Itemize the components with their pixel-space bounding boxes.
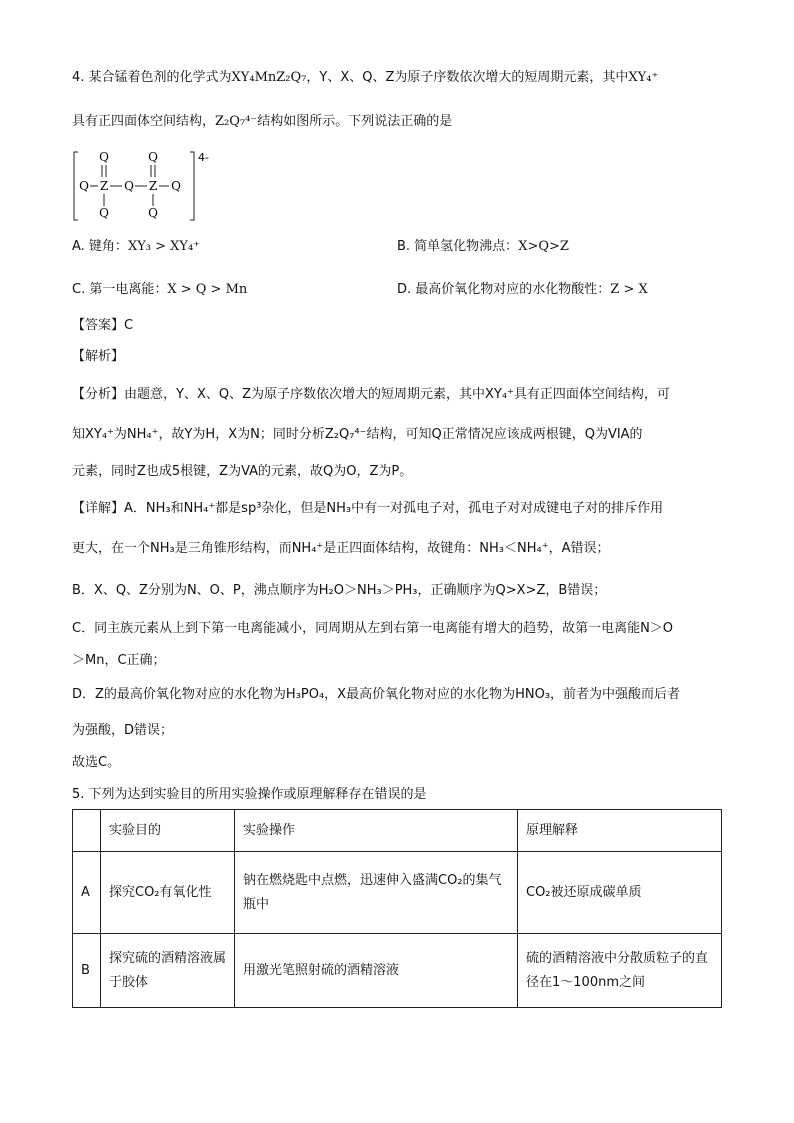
table-cell: 用激光笔照射硫的酒精溶液	[235, 934, 518, 1008]
q4-stem-text-4: 结构如图所示。下列说法正确的是	[257, 114, 453, 129]
q5-table	[72, 809, 722, 1008]
option-d	[397, 279, 648, 301]
option-a-expr: XY₃ > XY₄⁺	[127, 239, 201, 254]
q4-stem-line-1	[72, 67, 726, 89]
q4-ion: XY₄⁺	[628, 70, 659, 85]
detail-paragraph: 为强酸，D错误；	[72, 723, 174, 738]
option-d-label: D. 最高价氧化物对应的水化物酸性：	[397, 282, 611, 297]
analysis-tag: 【解析】	[72, 349, 125, 364]
table-header-cell: 实验操作	[235, 810, 518, 852]
table-header-cell	[73, 810, 101, 852]
detail-paragraph: D．Z的最高价氧化物对应的水化物为H₃PO₄，X最高价氧化物对应的水化物为HNO₃，前者为中强酸而后者	[72, 687, 681, 702]
analysis-paragraph: 知XY₄⁺为NH₄⁺，故Y为H，X为N；同时分析Z₂Q₇⁴⁻结构，可知Q正常情况应该成两根键，Q为VIA的	[72, 427, 643, 442]
atom-q: Q	[99, 150, 109, 164]
q4-formula: XY₄MnZ₂Q₇	[231, 70, 307, 85]
atom-q: Q	[79, 179, 89, 193]
q5-stem: 5. 下列为达到实验目的所用实验操作或原理解释存在错误的是	[72, 787, 427, 802]
option-d-expr: Z > X	[610, 282, 648, 297]
table-header-cell: 原理解释	[518, 810, 722, 852]
table-cell: 硫的酒精溶液中分散质粒子的直径在1～100nm之间	[518, 934, 722, 1008]
answer-line: 【答案】C	[72, 318, 134, 333]
detail-paragraph: B．X、Q、Z分别为N、O、P，沸点顺序为H₂O＞NH₃＞PH₃，正确顺序为Q>X>Z，B错误；	[72, 583, 607, 598]
atom-z: Z	[99, 179, 109, 193]
detail-paragraph: 【详解】A．NH₃和NH₄⁺都是sp³杂化，但是NH₃中有一对孤电子对，孤电子对对成键电子对的排斥作用	[72, 501, 664, 516]
option-b-label: B. 简单氢化物沸点：	[397, 239, 519, 254]
table-header-row	[73, 810, 722, 852]
option-b	[397, 236, 569, 258]
option-c-expr: X > Q > Mn	[167, 282, 248, 297]
table-row	[73, 852, 722, 934]
option-c	[72, 279, 247, 301]
atom-q: Q	[124, 179, 134, 193]
q4-ion-2: Z₂Q₇⁴⁻	[215, 114, 258, 129]
table-cell: 探究CO₂有氧化性	[101, 852, 235, 934]
atom-q: Q	[148, 150, 158, 164]
atom-q: Q	[148, 206, 158, 220]
table-cell: 探究硫的酒精溶液属于胶体	[101, 934, 235, 1008]
atom-q: Q	[99, 206, 109, 220]
atom-q: Q	[171, 179, 181, 193]
detail-paragraph: C．同主族元素从上到下第一电离能减小，同周期从左到右第一电离能有增大的趋势，故第一电离能N＞O	[72, 621, 674, 636]
table-cell: CO₂被还原成碳单质	[518, 852, 722, 934]
charge-label: 4-	[198, 151, 209, 164]
option-c-label: C. 第一电离能：	[72, 282, 168, 297]
q4-stem-text: 4. 某合锰着色剂的化学式为	[72, 70, 232, 85]
q4-stem-line-2	[72, 111, 726, 133]
option-b-expr: X>Q>Z	[518, 239, 569, 254]
analysis-paragraph: 元素，同时Z也成5根键，Z为VA的元素，故Q为O，Z为P。	[72, 464, 413, 479]
atom-z: Z	[148, 179, 158, 193]
conclusion-line: 故选C。	[72, 755, 121, 770]
table-cell-label: B	[73, 934, 101, 1008]
table-cell: 钠在燃烧匙中点燃，迅速伸入盛满CO₂的集气瓶中	[235, 852, 518, 934]
detail-paragraph: 更大，在一个NH₃是三角锥形结构，而NH₄⁺是正四面体结构，故键角：NH₃＜NH₄⁺，A错误；	[72, 541, 610, 556]
q4-stem-text-3: 具有正四面体空间结构，	[72, 114, 216, 129]
detail-paragraph: ＞Mn，C正确；	[72, 653, 166, 668]
table-row	[73, 934, 722, 1008]
analysis-paragraph: 【分析】由题意，Y、X、Q、Z为原子序数依次增大的短周期元素，其中XY₄⁺具有正四面体空间结构，可	[72, 387, 670, 402]
option-a	[72, 236, 200, 258]
q4-stem-text-2: ，Y、X、Q、Z为原子序数依次增大的短周期元素，其中	[306, 70, 629, 85]
option-a-label: A. 键角：	[72, 239, 128, 254]
table-header-cell: 实验目的	[101, 810, 235, 852]
z2q7-structure-diagram	[72, 150, 232, 222]
table-cell-label: A	[73, 852, 101, 934]
